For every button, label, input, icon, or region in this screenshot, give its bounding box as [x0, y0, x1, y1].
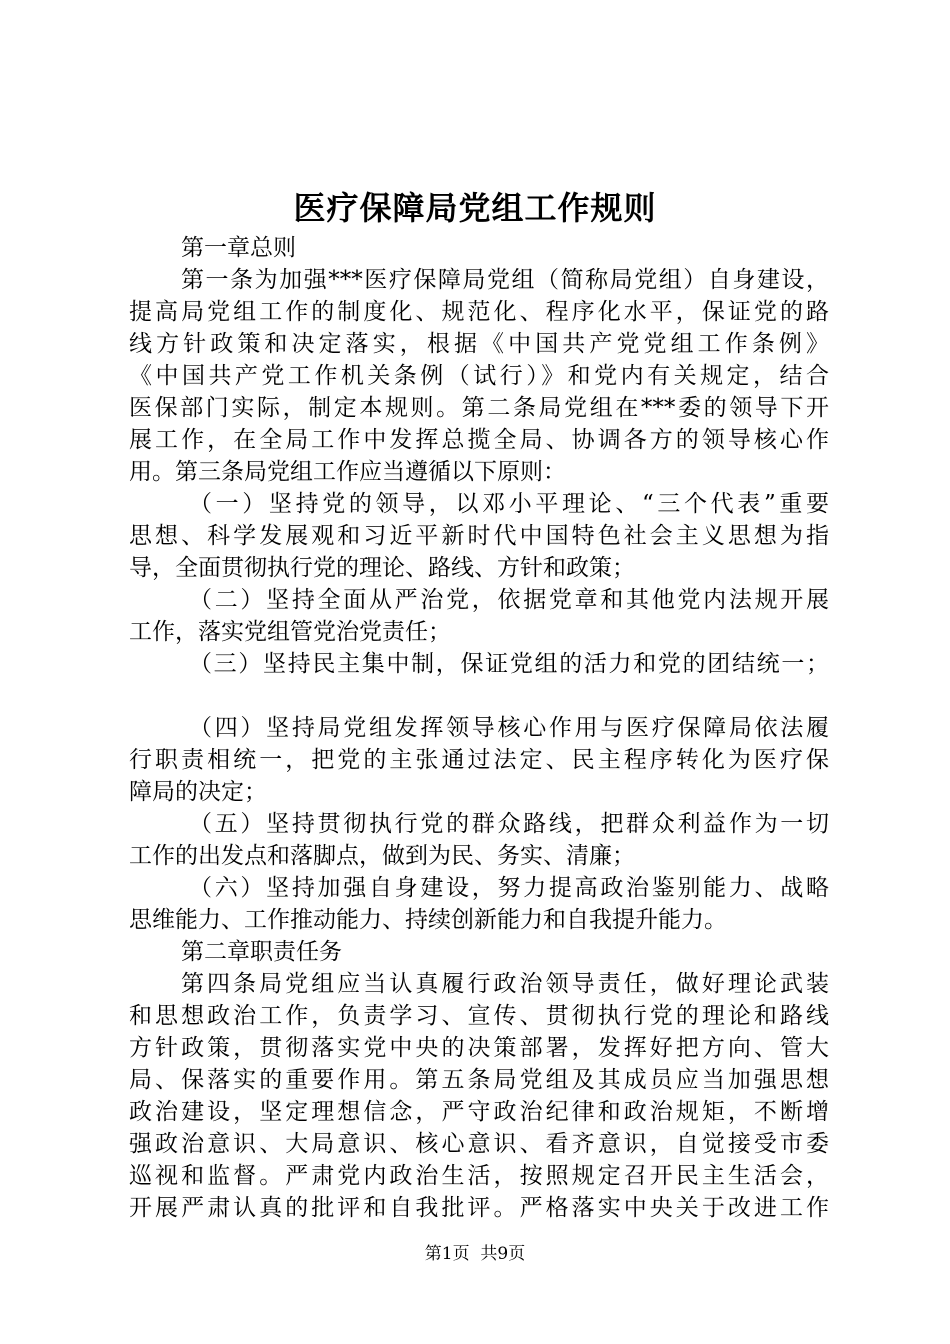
text-line: （一）坚持党的领导，以邓小平理论、“三个代表”重要	[189, 491, 829, 517]
text-line: 医保部门实际，制定本规则。第二条局党组在***委的领导下开	[129, 395, 829, 421]
text-line: 展工作，在全局工作中发挥总揽全局、协调各方的领导核心作	[129, 427, 829, 453]
text-line: 巡视和监督。严肃党内政治生活，按照规定召开民主生活会，	[129, 1163, 829, 1189]
text-line: 工作的出发点和落脚点，做到为民、务实、清廉；	[129, 843, 635, 869]
text-line: （三）坚持民主集中制，保证党组的活力和党的团结统一；	[189, 651, 829, 677]
text-line: 《中国共产党工作机关条例（试行）》和党内有关规定，结合	[129, 363, 829, 389]
text-line: 线方针政策和决定落实，根据《中国共产党党组工作条例》	[129, 331, 829, 357]
document-body	[129, 232, 829, 1224]
text-line: 思想、科学发展观和习近平新时代中国特色社会主义思想为指	[129, 523, 829, 549]
text-line: 开展严肃认真的批评和自我批评。严格落实中央关于改进工作	[129, 1195, 829, 1221]
text-line: 行职责相统一，把党的主张通过法定、民主程序转化为医疗保	[129, 747, 829, 773]
text-line: 方针政策，贯彻落实党中央的决策部署，发挥好把方向、管大	[129, 1035, 829, 1061]
text-line: 局、保落实的重要作用。第五条局党组及其成员应当加强思想	[129, 1067, 829, 1093]
text-line: （六）坚持加强自身建设，努力提高政治鉴别能力、战略	[189, 875, 829, 901]
text-line: 用。第三条局党组工作应当遵循以下原则：	[129, 459, 566, 485]
text-line: 强政治意识、大局意识、核心意识、看齐意识，自觉接受市委	[129, 1131, 829, 1157]
text-line: 导，全面贯彻执行党的理论、路线、方针和政策；	[129, 555, 635, 581]
text-line: 政治建设，坚定理想信念，严守政治纪律和政治规矩，不断增	[129, 1099, 829, 1125]
text-line: 思维能力、工作推动能力、持续创新能力和自我提升能力。	[129, 907, 727, 933]
text-line: 障局的决定；	[129, 779, 267, 805]
text-line: （二）坚持全面从严治党，依据党章和其他党内法规开展	[189, 587, 829, 613]
text-line: （五）坚持贯彻执行党的群众路线，把群众利益作为一切	[189, 811, 829, 837]
chapter-heading: 第二章职责任务	[181, 939, 342, 965]
text-line: 工作，落实党组管党治党责任；	[129, 619, 451, 645]
text-line: （四）坚持局党组发挥领导核心作用与医疗保障局依法履	[189, 715, 829, 741]
chapter-heading: 第一章总则	[181, 235, 296, 261]
page-indicator: 第1页 共9页	[424, 1244, 526, 1264]
text-line: 提高局党组工作的制度化、规范化、程序化水平，保证党的路	[129, 299, 829, 325]
text-line: 第四条局党组应当认真履行政治领导责任，做好理论武装	[181, 971, 829, 997]
text-line: 第一条为加强***医疗保障局党组（简称局党组）自身建设，	[181, 267, 829, 293]
document-title: 医疗保障局党组工作规则	[293, 189, 657, 227]
paragraph-gap	[129, 680, 829, 712]
text-line: 和思想政治工作，负责学习、宣传、贯彻执行党的理论和路线	[129, 1003, 829, 1029]
